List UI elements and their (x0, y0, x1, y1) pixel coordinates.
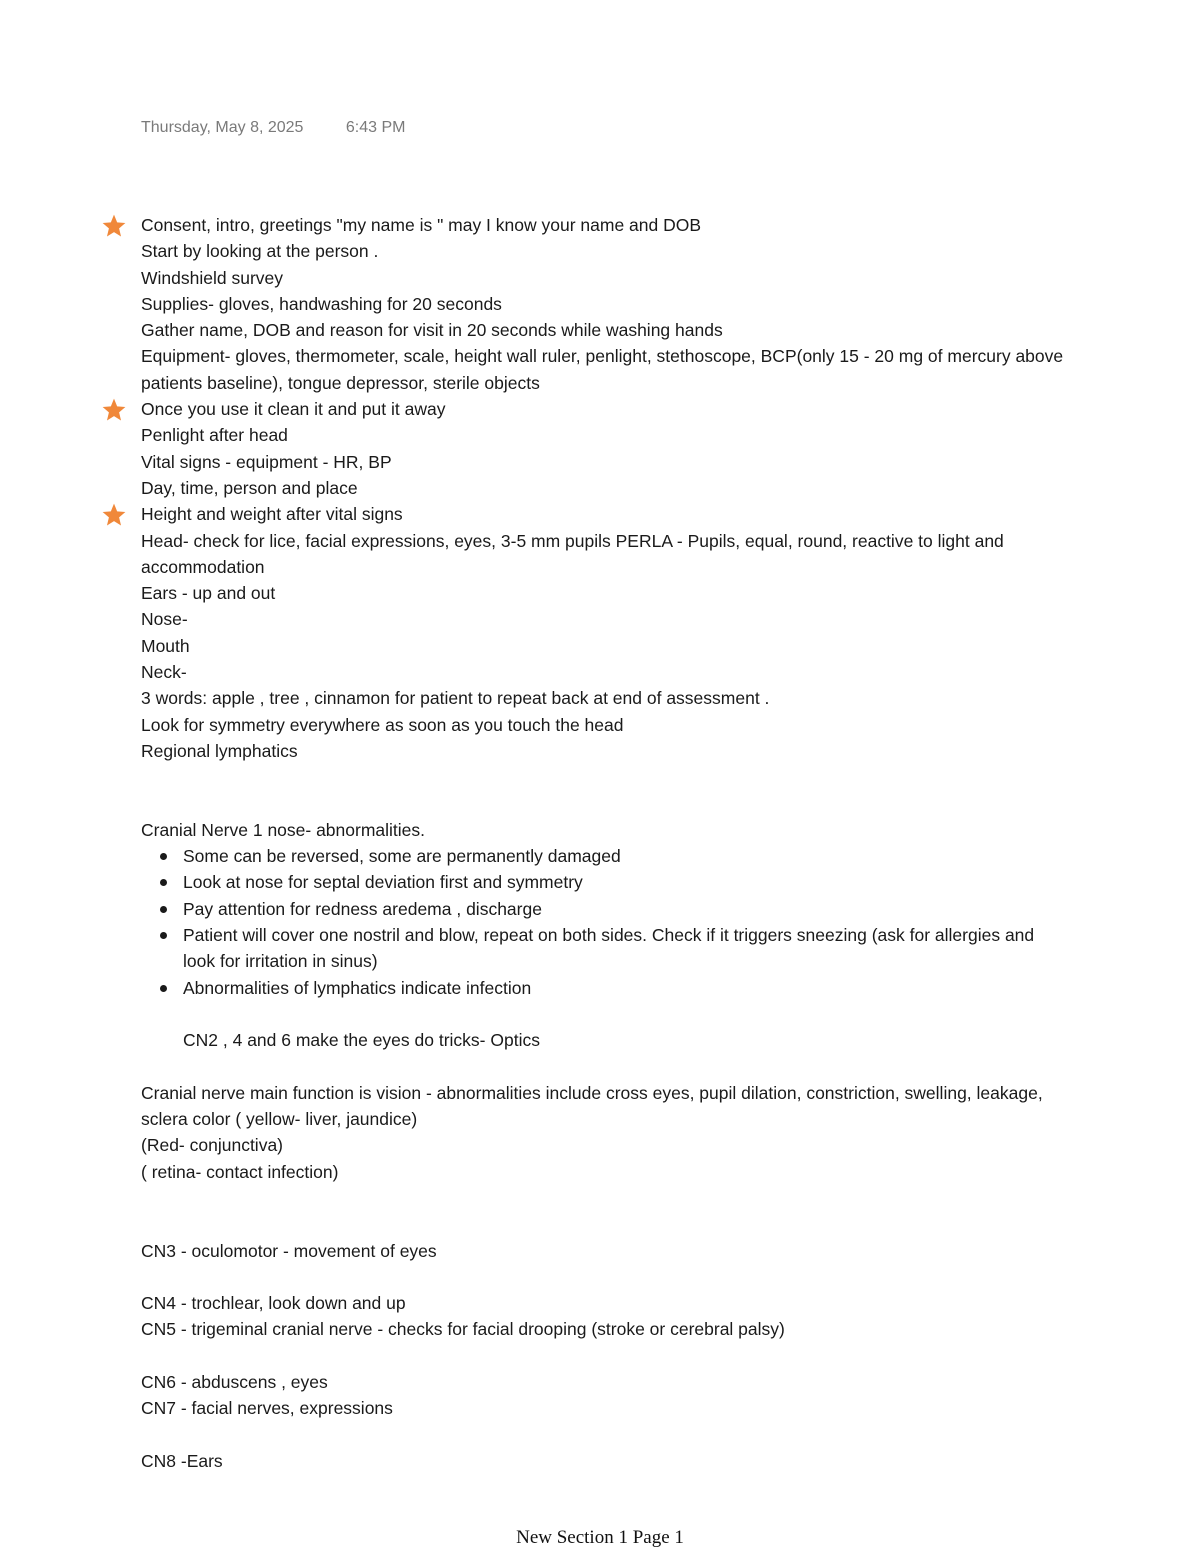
note-line: Day, time, person and place (141, 477, 358, 498)
note-line: Once you use it clean it and put it away (141, 396, 1071, 422)
vision-line: ( retina- contact infection) (141, 1161, 339, 1182)
spacer (141, 1264, 1071, 1290)
spacer (141, 1054, 1071, 1080)
spacer (141, 1343, 1071, 1369)
note-line: Ears - up and out (141, 583, 276, 604)
page-footer: New Section 1 Page 1 (516, 1527, 684, 1548)
note-line: Height and weight after vital signs (141, 501, 1071, 527)
note-date: Thursday, May 8, 2025 (141, 119, 304, 136)
list-item: Abnormalities of lymphatics indicate infection (183, 975, 1071, 1001)
cn1-title: Cranial Nerve 1 nose- abnormalities. (141, 819, 426, 840)
note-line: Penlight after head (141, 425, 288, 446)
note-line: 3 words: apple , tree , cinnamon for patient to repeat back at end of assessment . (141, 688, 770, 709)
cn246-line: CN2 , 4 and 6 make the eyes do tricks- Optics (183, 1030, 540, 1051)
cn3-line: CN3 - oculomotor - movement of eyes (141, 1240, 437, 1261)
note-line: Equipment- gloves, thermometer, scale, height wall ruler, penlight, stethoscope, BCP(only 15 - 20 mg of mercury above patients baseline), tongue depressor, sterile objects (141, 346, 1064, 393)
note-body (141, 212, 1071, 1474)
note-line: Neck- (141, 662, 187, 683)
star-icon (101, 397, 127, 423)
list-item: Look at nose for septal deviation first and symmetry (183, 869, 1071, 895)
cn1-bullet-list (141, 843, 1071, 1001)
vision-line: (Red- conjunctiva) (141, 1135, 283, 1156)
list-item: Pay attention for redness aredema , discharge (183, 896, 1071, 922)
note-line: Gather name, DOB and reason for visit in 20 seconds while washing hands (141, 320, 723, 341)
note-header (141, 119, 406, 137)
spacer (141, 1422, 1071, 1448)
spacer (141, 1185, 1071, 1211)
note-line: Mouth (141, 635, 190, 656)
cn6-line: CN6 - abduscens , eyes (141, 1372, 328, 1393)
list-item: Patient will cover one nostril and blow, repeat on both sides. Check if it triggers sneezing (ask for allergies and look for irritation in sinus) (183, 922, 1071, 975)
spacer (141, 1001, 1071, 1027)
star-icon (101, 213, 127, 239)
cn8-line: CN8 -Ears (141, 1450, 223, 1471)
note-line: Look for symmetry everywhere as soon as you touch the head (141, 714, 624, 735)
note-line: Regional lymphatics (141, 740, 298, 761)
cn7-line: CN7 - facial nerves, expressions (141, 1398, 393, 1419)
cn4-line: CN4 - trochlear, look down and up (141, 1293, 406, 1314)
list-item: Some can be reversed, some are permanently damaged (183, 843, 1071, 869)
vision-line: Cranial nerve main function is vision - abnormalities include cross eyes, pupil dilation, constriction, swelling, leakage, sclera color ( yellow- liver, jaundice) (141, 1082, 1043, 1130)
note-line: Windshield survey (141, 267, 283, 288)
spacer (141, 791, 1071, 817)
note-time: 6:43 PM (345, 119, 406, 136)
star-icon (101, 502, 127, 528)
cn5-line: CN5 - trigeminal cranial nerve - checks for facial drooping (stroke or cerebral palsy) (141, 1319, 785, 1340)
note-line: Consent, intro, greetings "my name is " may I know your name and DOB (141, 212, 1071, 238)
note-line: Supplies- gloves, handwashing for 20 seconds (141, 293, 502, 314)
note-line: Nose- (141, 609, 188, 630)
spacer (141, 1211, 1071, 1237)
spacer (141, 764, 1071, 790)
note-line: Start by looking at the person . (141, 241, 379, 262)
note-line: Vital signs - equipment - HR, BP (141, 451, 392, 472)
note-line: Head- check for lice, facial expressions, eyes, 3-5 mm pupils PERLA - Pupils, equal, round, reactive to light and accommodation (141, 530, 1004, 577)
